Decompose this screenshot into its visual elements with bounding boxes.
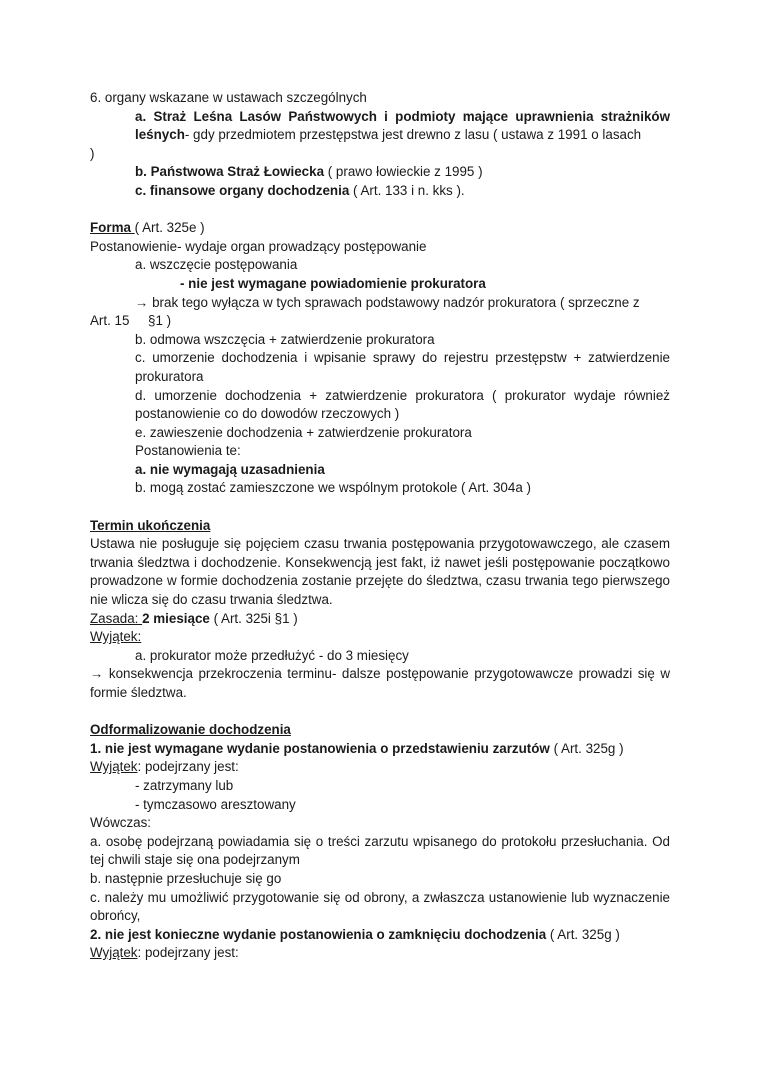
odform-wowczas-a: a. osobę podejrzaną powiadamia się o treści zarzutu wpisanego do protokołu przesłuchania. Od tej chwili staje się ona podejrzanym bbox=[90, 833, 670, 868]
spacer bbox=[90, 498, 670, 517]
forma-arrow-art: Art. 15 bbox=[90, 313, 130, 329]
forma-arrow-line-1: → brak tego wyłącza w tych sprawach podstawowy nadzór prokuratora ( sprzeczne z bbox=[135, 294, 640, 310]
odform-w1-item1: - zatrzymany lub bbox=[135, 777, 234, 793]
forma-pt-b: b. mogą zostać zamieszczone we wspólnym protokole ( Art. 304a ) bbox=[135, 480, 531, 496]
odform-wowczas: Wówczas: bbox=[90, 815, 152, 831]
forma-heading-ref: ( Art. 325e ) bbox=[134, 220, 205, 236]
termin-wyjatek-a: a. prokurator może przedłużyć - do 3 miesięcy bbox=[135, 647, 409, 663]
odform-point1-ref: ( Art. 325g ) bbox=[549, 740, 624, 756]
forma-item-a: a. wszczęcie postępowania bbox=[135, 257, 298, 273]
odform-wowczas-b: b. następnie przesłuchuje się go bbox=[90, 870, 282, 886]
termin-zasada bbox=[90, 610, 670, 629]
section6-item-b-bold: b. Państwowa Straż Łowiecka bbox=[135, 164, 325, 180]
section6-item-a-close: ) bbox=[90, 145, 95, 161]
spacer bbox=[90, 703, 670, 722]
termin-wyjatek-label: Wyjątek: bbox=[90, 629, 142, 645]
document-page bbox=[90, 89, 670, 963]
forma-item-c: c. umorzenie dochodzenia i wpisanie sprawy do rejestru przestępstw + zatwierdzenie prokuratora bbox=[135, 350, 670, 384]
section6-item-b bbox=[90, 163, 670, 182]
section6-intro: 6. organy wskazane w ustawach szczególnych bbox=[90, 90, 367, 105]
odform-wowczas-c: c. należy mu umożliwić przygotowanie się od obrony, a zwłaszcza ustanowienie lub wyznaczenie obrońcy, bbox=[90, 889, 670, 924]
termin-zasada-value: 2 miesiące bbox=[142, 610, 210, 626]
odform-w1-item2: - tymczasowo aresztowany bbox=[135, 796, 296, 812]
forma-postanowienia-te: Postanowienia te: bbox=[135, 443, 241, 459]
section6-item-a-bold: a. Straż Leśna Lasów Państwowych i podmioty mające uprawnienia strażników leśnych bbox=[135, 108, 670, 143]
forma-item-a-note: - nie jest wymagane powiadomienie prokuratora bbox=[180, 275, 486, 291]
termin-zasada-label: Zasada: bbox=[90, 610, 143, 626]
odform-point2-bold: 2. nie jest konieczne wydanie postanowienia o zamknięciu dochodzenia bbox=[90, 926, 547, 942]
odform-point2 bbox=[90, 926, 670, 945]
section6-item-c bbox=[90, 182, 670, 201]
forma-heading-title: Forma bbox=[90, 220, 135, 236]
odform-point1-bold: 1. nie jest wymagane wydanie postanowienia o przedstawieniu zarzutów bbox=[90, 740, 550, 756]
forma-heading bbox=[90, 219, 670, 238]
section6-item-b-rest: ( prawo łowieckie z 1995 ) bbox=[324, 164, 483, 180]
termin-paragraph: Ustawa nie posługuje się pojęciem czasu trwania postępowania przygotowawczego, ale czasem trwania śledztwa i dochodzenie. Konsekwencją jest fakt, iż nawet jeśli postępowanie początkowo prowadzone w formie dochodzenia zostanie przejęte do śledztwa, czasu trwania tego pierwszego nie wlicza się do czasu trwania śledztwa. bbox=[90, 536, 670, 608]
spacer bbox=[90, 201, 670, 220]
forma-intro: Postanowienie- wydaje organ prowadzący postępowanie bbox=[90, 238, 427, 254]
termin-heading: Termin ukończenia bbox=[90, 517, 211, 533]
odform-point1 bbox=[90, 740, 670, 759]
section6-item-c-rest: ( Art. 133 i n. kks ). bbox=[349, 182, 465, 198]
forma-arrow-par: §1 ) bbox=[148, 313, 172, 329]
odform-wyjatek1-label: Wyjątek bbox=[90, 759, 138, 775]
odform-point2-ref: ( Art. 325g ) bbox=[546, 926, 620, 942]
forma-item-e: e. zawieszenie dochodzenia + zatwierdzenie prokuratora bbox=[135, 424, 472, 440]
odform-wyjatek2-rest: : podejrzany jest: bbox=[137, 945, 239, 961]
odform-wyjatek2-label: Wyjątek bbox=[90, 945, 138, 961]
termin-konsekwencja: → konsekwencja przekroczenia terminu- dalsze postępowanie przygotowawcze prowadzi się w formie śledztwa. bbox=[90, 666, 670, 700]
termin-zasada-ref: ( Art. 325i §1 ) bbox=[209, 610, 298, 626]
odform-wyjatek1-rest: : podejrzany jest: bbox=[137, 759, 239, 775]
forma-pt-a: a. nie wymagają uzasadnienia bbox=[135, 461, 325, 477]
section6-item-c-bold: c. finansowe organy dochodzenia bbox=[135, 182, 350, 198]
odform-heading: Odformalizowanie dochodzenia bbox=[90, 722, 291, 738]
section6-item-a-rest: - gdy przedmiotem przestępstwa jest drewno z lasu ( ustawa z 1991 o lasach bbox=[184, 127, 642, 143]
odform-wyjatek1 bbox=[90, 758, 670, 777]
forma-item-b: b. odmowa wszczęcia + zatwierdzenie prokuratora bbox=[135, 331, 435, 347]
section6-item-a bbox=[90, 108, 670, 145]
odform-wyjatek2 bbox=[90, 944, 670, 963]
forma-arrow-line-2 bbox=[90, 312, 670, 331]
forma-item-d: d. umorzenie dochodzenia + zatwierdzenie prokuratora ( prokurator wydaje również postanowienie co do dowodów rzeczowych ) bbox=[135, 387, 670, 422]
